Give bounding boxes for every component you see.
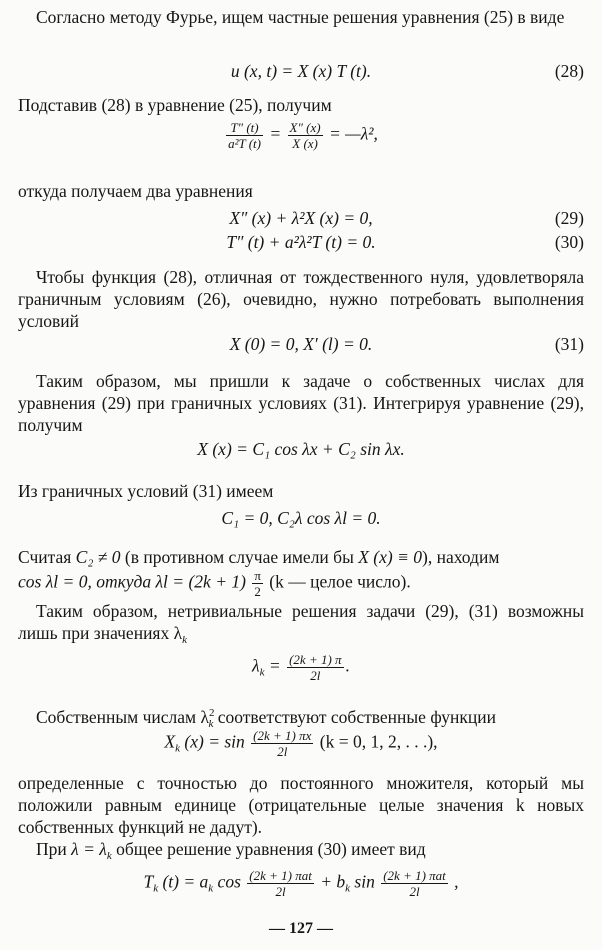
equation-text [18,728,584,760]
paragraph: Таким образом, мы пришли к задаче о собственных числах для уравнения (29) при граничных условиях (31). Интегрируя уравнение (29), получим [18,371,584,435]
subscript: k [208,718,214,730]
fraction [226,120,263,151]
denominator: a²T (t) [228,136,261,151]
math-symbol: λ [252,655,260,676]
math-symbol: X [164,731,176,752]
numerator: X″ (x) [289,120,321,135]
subscript: k [259,666,265,679]
text-run: соответствуют собственные функции [213,707,496,727]
equation-tail: = —λ², [324,123,378,144]
equation-28 [18,60,584,86]
equation-29 [18,207,584,233]
subscript: k [175,742,181,755]
equation-30 [18,231,584,257]
paragraph: Чтобы функция (28), отличная от тождественного нуля, удовлетворяла граничным условиям (26), очевидно, нужно потребовать выполнения условий [18,267,584,331]
equation-text: T″ (t) + a²λ²T (t) = 0. [226,232,376,252]
text-run: Таким образом, нетривиальные решения задачи (29), (31) возможны лишь при значениях λ [18,601,584,643]
math-symbol: cos [213,871,246,892]
paragraph [18,600,584,651]
denominator: 2 [254,584,261,599]
math-symbol: (t) = a [158,871,209,892]
text-run: Считая [18,547,76,567]
subscript: k [208,882,214,895]
equation-ratio [18,120,584,160]
page-number: — 127 — [269,920,333,937]
subscript: k [153,882,159,895]
equation-31 [18,333,584,359]
equation-text: $\frac{T'' (t)}{\text{a²T (t)}}$ = $\frac{X'' (x)}{X (x)}$ = —λ², [228,120,378,151]
math-inline: λ = λ [71,839,107,859]
equation-text: $\lambda_k$ = $\frac{(2k + 1) \pi}{2l}$ . [252,652,350,683]
equation-text: X″ (x) + λ²X (x) = 0, [229,208,373,228]
fraction [381,868,448,899]
fraction [287,652,343,683]
paragraph: Согласно методу Фурье, ищем частные решения уравнения (25) в виде [36,7,565,27]
math-inline: cos λl = 0, откуда λl = (2k + 1) [18,571,251,592]
equation-tail: , [449,871,459,892]
numerator: (2k + 1) πat [249,868,312,883]
fraction [247,868,314,899]
numerator: (2k + 1) πx [253,728,312,743]
text-run: (k — целое число). [264,571,411,592]
superscript: 2 [208,707,215,719]
equation-number: (28) [554,61,584,81]
equation-text: u (x, t) = X (x) T (t). [230,61,372,81]
numerator: (2k + 1) πat [383,868,446,883]
subscript: k [345,882,351,895]
equation-x-solution [18,438,584,464]
denominator: 2l [275,884,286,899]
text-run: общее решение уравнения (30) имеет вид [111,839,426,859]
subscript: k [182,634,187,646]
math-symbol: + b [315,871,346,892]
math-symbol: (x) = sin [180,731,250,752]
paragraph [18,838,584,867]
equation-xk [18,728,584,768]
denominator: X (x) [292,136,318,151]
numerator: (2k + 1) π [289,652,342,667]
paragraph: Подставив (28) в уравнение (25), получим [18,95,332,115]
math-inline: X (x) ≡ 0 [358,547,423,567]
equation-number: (30) [554,232,584,252]
numerator: T″ (t) [226,120,263,136]
text-run: ), находим [422,547,500,567]
equation-lambda-k [18,652,584,692]
equation-text: X (0) = 0, X′ (l) = 0. [229,334,373,354]
equation-text [18,868,584,900]
equation-number: (29) [554,208,584,228]
math-inline: C₂ ≠ 0 [75,547,121,567]
equation-text: X (x) = C₁ cos λx + C₂ sin λx. [197,439,405,459]
denominator: 2l [409,884,420,899]
numerator: π [254,568,261,583]
paragraph: определенные с точностью до постоянного множителя, который мы положили равным единице (отрицательные целые значения k новых собственных функций не дадут). [18,773,584,837]
equation-tail: (k = 0, 1, 2, . . .), [315,731,438,752]
fraction [252,568,263,599]
text-run: При [36,839,72,859]
equation-text: C₁ = 0, C₂λ cos λl = 0. [221,508,381,528]
denominator: 2l [310,668,321,683]
denominator: 2l [277,744,288,759]
text-run: (в противном случае имели бы [120,547,359,567]
text-run: Собственным числам λ [36,707,209,727]
fraction [288,120,323,151]
equation-tk [18,868,584,908]
math-symbol: T [143,871,154,892]
paragraph [18,546,584,599]
paragraph: Из граничных условий (31) имеем [18,481,274,501]
equation-c [18,507,584,533]
subscript: k [106,850,112,862]
equation-number: (31) [554,334,584,354]
paragraph: откуда получаем два уравнения [18,181,253,201]
math-symbol: = [264,655,286,676]
fraction [251,728,313,759]
math-symbol: sin [350,871,380,892]
